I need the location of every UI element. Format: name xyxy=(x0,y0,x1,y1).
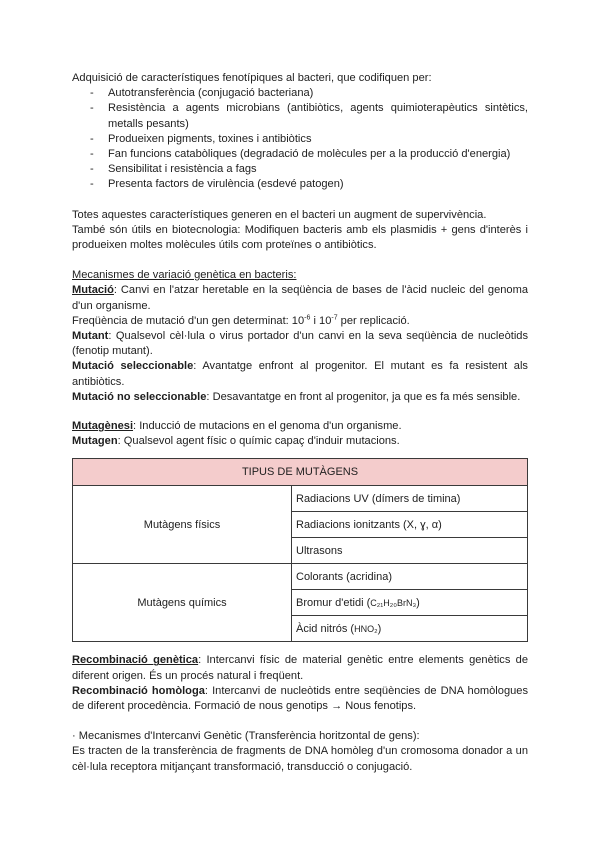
mutagen-types-table xyxy=(72,458,528,642)
recombination-term: Recombinació genètica xyxy=(72,654,199,667)
chemical-formula: HNO₂ xyxy=(354,623,378,634)
selectable-def: : Avantatge enfront al progenitor. El mutant es fa resistent als antibiòtics. xyxy=(72,360,528,388)
mutacio-term: Mutació xyxy=(72,284,114,297)
chemical-formula: C₂₁H₂₀BrN₃ xyxy=(370,597,417,608)
mutagenesi-definition xyxy=(72,419,528,434)
recombination-definition xyxy=(72,653,528,683)
freq-exponent: -6 xyxy=(304,314,311,322)
table-cell: Ultrasons xyxy=(292,538,528,564)
non-selectable-def: : Desavantatge en front al progenitor, ja que es fa més sensible. xyxy=(206,390,521,403)
intro-text: Adquisició de característiques fenotípiques al bacteri, que codifiquen per: xyxy=(72,72,432,84)
mutant-def: : Qualsevol cèl·lula o virus portador d'un canvi en la seva seqüència de nucleòtids (fenotip mutant). xyxy=(72,330,528,358)
variation-heading xyxy=(72,268,528,283)
table-cell xyxy=(292,616,528,642)
table-cell: Colorants (acridina) xyxy=(292,564,528,590)
recombination-def: : Intercanvi físic de material genètic entre elements genètics de diferent origen. És un procés natural i freqüent. xyxy=(72,654,528,682)
homologous-recombination-definition xyxy=(72,684,528,714)
features-list xyxy=(72,86,528,192)
chemical-mutagens-label: Mutàgens químics xyxy=(73,564,292,642)
homologous-recombination-def: : Intercanvi de nucleòtids entre seqüències de DNA homòlogues de diferent procedència. Formació de nous genotips → Nous fenotips. xyxy=(72,684,528,713)
table-row xyxy=(73,486,528,512)
list-item: - Autotransferència (conjugació bacteriana) xyxy=(72,86,528,101)
mutant-definition xyxy=(72,329,528,359)
mutacio-definition xyxy=(72,283,528,313)
mutation-frequency xyxy=(72,314,528,329)
non-selectable-term: Mutació no seleccionable xyxy=(72,390,207,403)
mutagen-def: : Qualsevol agent físic o químic capaç d'induir mutacions. xyxy=(117,435,400,448)
physical-mutagens-label: Mutàgens físics xyxy=(73,486,292,564)
non-selectable-definition xyxy=(72,390,528,405)
table-header: TIPUS DE MUTÀGENS xyxy=(73,459,528,486)
cell-text: ) xyxy=(416,596,420,609)
list-item: - Sensibilitat i resistència a fags xyxy=(72,162,528,177)
selectable-definition xyxy=(72,359,528,389)
variation-heading-text: Mecanismes de variació genètica en bacteris: xyxy=(72,269,297,282)
mutacio-def: : Canvi en l'atzar heretable en la seqüència de bases de l'àcid nucleic del genoma d'un organisme. xyxy=(72,284,528,312)
mutagen-term: Mutagen xyxy=(72,435,118,448)
summary-line: També són útils en biotecnologia: Modifiquen bacteris amb els plasmidis + gens d'interès i produeixen moltes molècules útils com proteïnes o antibiòtics. xyxy=(72,223,528,252)
summary-line: Totes aquestes característiques generen en el bacteri un augment de supervivència. xyxy=(72,208,487,221)
freq-text: i 10 xyxy=(310,314,332,327)
table-row xyxy=(73,564,528,590)
freq-text: per replicació. xyxy=(337,314,410,327)
mutagenesi-term: Mutagènesi xyxy=(72,420,134,433)
list-item: - Produeixen pigments, toxines i antibiòtics xyxy=(72,132,528,147)
mutant-term: Mutant xyxy=(72,330,109,343)
cell-text: ) xyxy=(377,622,382,635)
list-item: - Resistència a agents microbians (antibiòtics, agents quimioterapèutics sintètics, metalls pesants) xyxy=(72,101,528,131)
table-cell: Radiacions UV (dímers de timina) xyxy=(292,486,528,512)
list-item: - Presenta factors de virulència (esdevé patogen) xyxy=(72,177,528,192)
table-cell: Radiacions ionitzants (X, ɣ, α) xyxy=(292,512,528,538)
exchange-text: Es tracten de la transferència de fragments de DNA homòleg d'un cromosoma donador a un cèl·lula receptora mitjançant transformació, transducció o conjugació. xyxy=(72,745,528,773)
homologous-recombination-term: Recombinació homòloga xyxy=(72,684,205,697)
cell-text: Àcid nitrós ( xyxy=(296,622,355,635)
freq-text: Freqüència de mutació d'un gen determinat: 10 xyxy=(72,314,305,327)
document-content xyxy=(72,71,528,775)
exchange-title: · Mecanismes d'Intercanvi Genètic (Transferència horitzontal de gens): xyxy=(72,730,420,743)
selectable-term: Mutació seleccionable xyxy=(72,360,194,373)
list-item: - Fan funcions catabòliques (degradació de molècules per a la producció d'energia) xyxy=(72,147,528,162)
table-cell xyxy=(292,590,528,616)
freq-exponent: -7 xyxy=(331,314,338,322)
cell-text: Bromur d'etidi ( xyxy=(296,596,371,609)
table-header-row xyxy=(73,459,528,486)
mutagenesi-def: : Inducció de mutacions en el genoma d'un organisme. xyxy=(133,420,402,433)
mutagen-definition xyxy=(72,434,528,449)
